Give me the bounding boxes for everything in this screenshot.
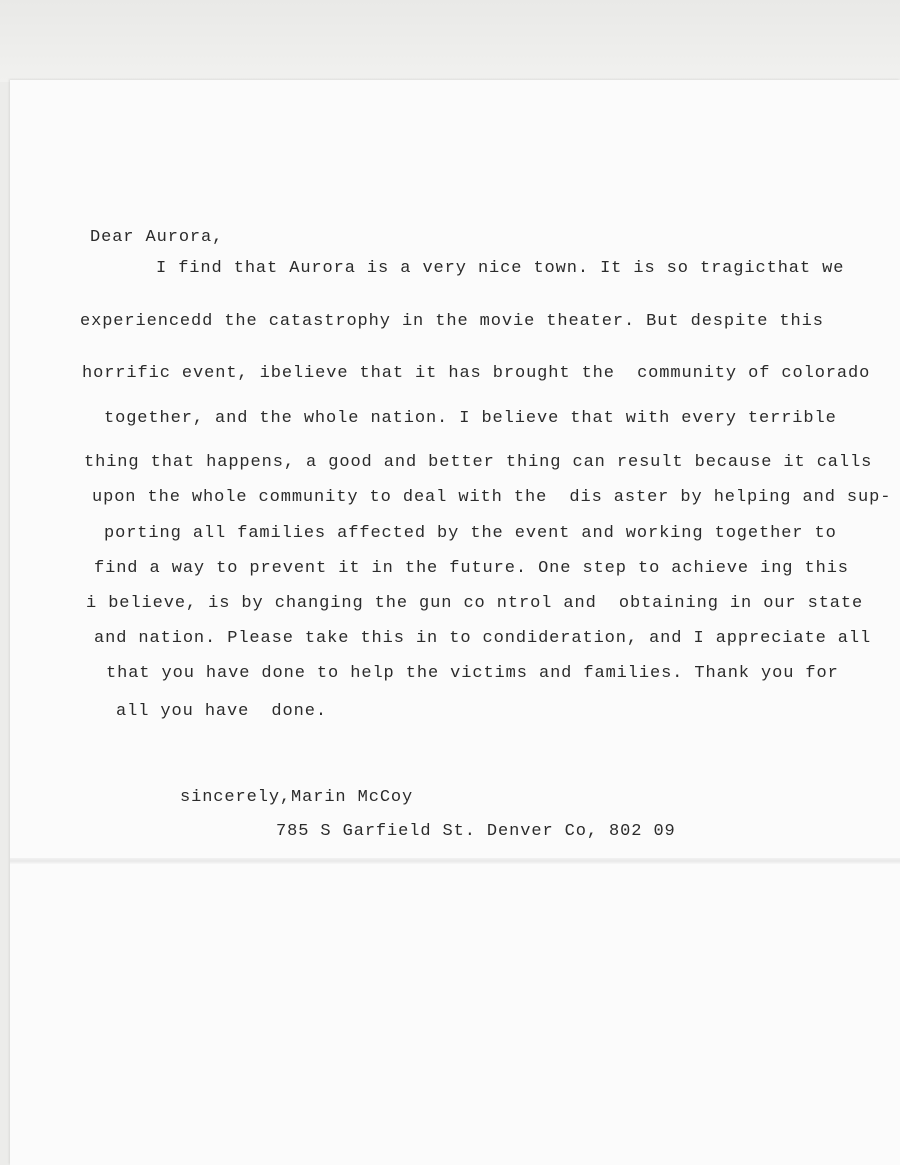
body-line: experiencedd the catastrophy in the movie theater. But despite this (80, 312, 824, 331)
body-line: I find that Aurora is a very nice town. It is so tragicthat we (156, 259, 845, 278)
sender-address: 785 S Garfield St. Denver Co, 802 09 (276, 822, 676, 841)
salutation: Dear Aurora, (90, 228, 224, 247)
body-line: all you have done. (116, 702, 327, 721)
body-line: horrific event, ibelieve that it has brought the community of colorado (82, 364, 871, 383)
body-line: that you have done to help the victims and families. Thank you for (106, 664, 839, 683)
body-line: find a way to prevent it in the future. One step to achieve ing this (94, 559, 849, 578)
body-line: and nation. Please take this in to condideration, and I appreciate all (94, 629, 872, 648)
scan-background (0, 0, 900, 82)
body-line: thing that happens, a good and better thing can result because it calls (84, 453, 873, 472)
paper-fold-crease (10, 858, 900, 864)
body-line: upon the whole community to deal with the dis aster by helping and sup- (92, 488, 892, 507)
closing-signature: sincerely,Marin McCoy (180, 788, 414, 807)
body-line: together, and the whole nation. I believe that with every terrible (104, 409, 837, 428)
body-line: porting all families affected by the event and working together to (104, 524, 837, 543)
body-line: i believe, is by changing the gun co ntrol and obtaining in our state (86, 594, 864, 613)
